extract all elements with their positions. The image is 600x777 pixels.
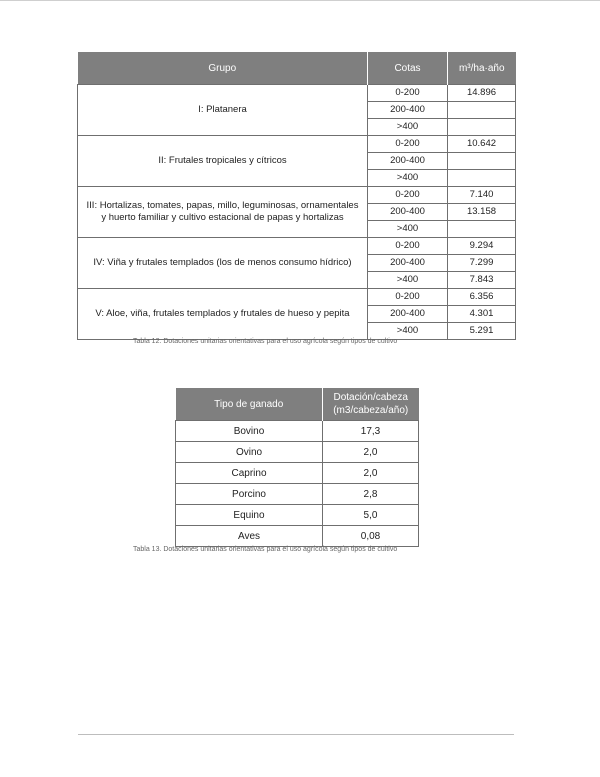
value-cell: 6.356 (448, 289, 516, 306)
value-cell: 13.158 (448, 204, 516, 221)
cota-cell: 200-400 (368, 204, 448, 221)
value-cell (448, 170, 516, 187)
group-cell: II: Frutales tropicales y cítricos (78, 136, 368, 187)
tipo-cell: Porcino (176, 484, 323, 505)
table-row (176, 484, 419, 505)
value-cell: 10.642 (448, 136, 516, 153)
tipo-cell: Equino (176, 505, 323, 526)
cota-cell: 200-400 (368, 306, 448, 323)
table-header-row (176, 388, 419, 421)
table-12 (77, 52, 516, 340)
group-cell: III: Hortalizas, tomates, papas, millo, leguminosas, ornamentales y huerto familiar y cultivo estacional de papas y hortalizas (78, 187, 368, 238)
group-cell: IV: Viña y frutales templados (los de menos consumo hídrico) (78, 238, 368, 289)
cota-cell: >400 (368, 221, 448, 238)
value-cell: 4.301 (448, 306, 516, 323)
top-rule (0, 0, 600, 1)
cota-cell: >400 (368, 170, 448, 187)
value-cell: 17,3 (323, 421, 419, 442)
cota-cell: 0-200 (368, 136, 448, 153)
cota-cell: >400 (368, 323, 448, 340)
table-12-caption: Tabla 12. Dotaciones unitarias orientativas para el uso agrícola según tipos de cultivo (133, 338, 398, 345)
header-grupo: Grupo (78, 52, 368, 85)
value-cell: 2,8 (323, 484, 419, 505)
table-row (78, 289, 516, 306)
cota-cell: 0-200 (368, 238, 448, 255)
value-cell: 0,08 (323, 526, 419, 547)
value-cell: 2,0 (323, 442, 419, 463)
value-cell (448, 153, 516, 170)
header-unit: m³/ha·año (448, 52, 516, 85)
value-cell: 7.843 (448, 272, 516, 289)
header-dotacion-line1: Dotación/cabeza (333, 392, 408, 403)
header-tipo: Tipo de ganado (176, 388, 323, 421)
header-dotacion (323, 388, 419, 421)
value-cell: 9.294 (448, 238, 516, 255)
cota-cell: >400 (368, 119, 448, 136)
footer-rule (78, 734, 514, 735)
value-cell: 14.896 (448, 85, 516, 102)
table-row (176, 526, 419, 547)
cota-cell: 0-200 (368, 289, 448, 306)
value-cell: 2,0 (323, 463, 419, 484)
value-cell: 5,0 (323, 505, 419, 526)
table-row (78, 136, 516, 153)
table-13 (175, 388, 419, 547)
table-row (78, 238, 516, 255)
header-cotas: Cotas (368, 52, 448, 85)
table-row (78, 187, 516, 204)
header-dotacion-line2: (m3/cabeza/año) (333, 405, 409, 416)
table-row (176, 463, 419, 484)
table-row (176, 505, 419, 526)
table-13-caption: Tabla 13. Dotaciones unitarias orientativas para el uso agrícola según tipos de cultivo (133, 546, 398, 553)
tipo-cell: Aves (176, 526, 323, 547)
value-cell (448, 221, 516, 238)
group-cell: V: Aloe, viña, frutales templados y frutales de hueso y pepita (78, 289, 368, 340)
cota-cell: 0-200 (368, 85, 448, 102)
cota-cell: >400 (368, 272, 448, 289)
tipo-cell: Ovino (176, 442, 323, 463)
tipo-cell: Bovino (176, 421, 323, 442)
tipo-cell: Caprino (176, 463, 323, 484)
cota-cell: 200-400 (368, 102, 448, 119)
value-cell: 7.299 (448, 255, 516, 272)
value-cell: 7.140 (448, 187, 516, 204)
group-cell: I: Platanera (78, 85, 368, 136)
cota-cell: 200-400 (368, 153, 448, 170)
value-cell: 5.291 (448, 323, 516, 340)
table-row (176, 442, 419, 463)
table-row (78, 85, 516, 102)
value-cell (448, 119, 516, 136)
table-header-row (78, 52, 516, 85)
table-row (176, 421, 419, 442)
cota-cell: 200-400 (368, 255, 448, 272)
value-cell (448, 102, 516, 119)
cota-cell: 0-200 (368, 187, 448, 204)
